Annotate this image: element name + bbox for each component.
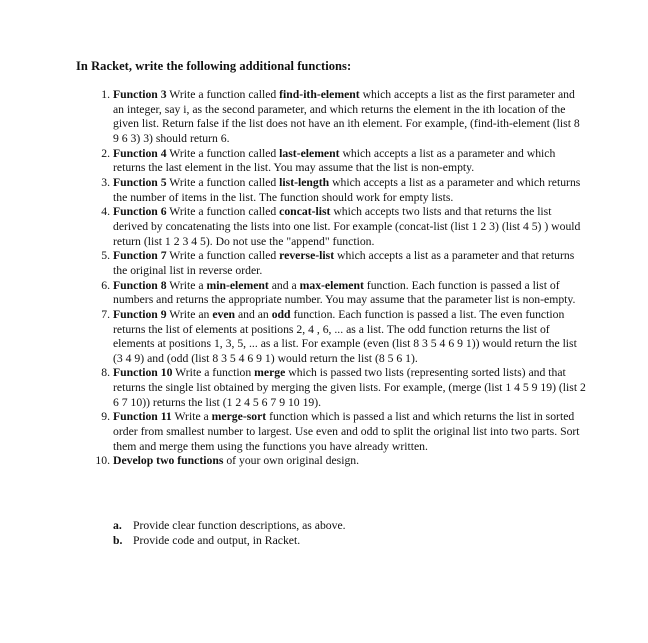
function-name: max-element: [299, 278, 364, 292]
item-text: Write a function: [172, 366, 255, 380]
item-text: and a: [268, 278, 300, 292]
item-title: Function 8: [113, 278, 167, 292]
item-text: Write a: [171, 410, 212, 424]
sub-item-mark: a.: [113, 519, 122, 532]
list-item-develop-functions: [76, 454, 586, 469]
item-title: Function 9: [113, 307, 167, 321]
item-text: which accepts two lists and that returns the list derived by concatenating the lists into one list. For example (concat-list (list 1 2 3) (list 4 5) ) would return (list 1 2 3 4 5). Do not use the "append" function.: [113, 205, 581, 248]
item-text: Write a: [166, 278, 207, 292]
item-text: which accepts a list as a parameter and which returns the number of items in the list. The function should work for empty lists.: [113, 175, 581, 204]
item-text: function which is passed a list and which returns the list in sorted order from smallest number to largest. Use even and odd to split the original list into two parts. Sort them and merge them using the functions you have already written.: [113, 410, 580, 453]
item-number: 7.: [101, 307, 110, 321]
item-number: 8.: [101, 366, 110, 380]
function-name: merge-sort: [211, 410, 267, 424]
sub-item-descriptions: [113, 518, 346, 533]
item-number: 9.: [101, 410, 110, 424]
item-title: Function 6: [113, 205, 167, 219]
function-name: min-element: [206, 278, 269, 292]
page-heading: In Racket, write the following additional functions:: [76, 59, 352, 73]
sub-item-text: Provide code and output, in Racket.: [133, 534, 301, 548]
sub-item-text: Provide clear function descriptions, as above.: [133, 519, 346, 532]
item-text: which is passed two lists (representing sorted lists) and that returns the single list obtained by merging the given lists. For example, (merge (list 1 4 5 9 19) (list 2 6 7 10)) returns the list (1 2 4 5 6 7 9 10 19).: [113, 366, 586, 409]
item-text: function. Each function is passed a list. The even function returns the list of elements at positions 2, 4 , 6, ... as a list. The odd function returns the list of elements at positions 1, 3, 5, ... as a list. For example (even (list 8 3 5 4 6 9 1)) would return the list (3 4 9) and (odd (list 8 3 5 4 6 9 1) would return the list (8 5 6 1).: [113, 307, 577, 365]
list-item-function-5: [76, 176, 586, 205]
function-name: merge: [254, 366, 286, 380]
item-text: which accepts a list as a parameter and which returns the last element in the list. You may assume that the list is non-empty.: [113, 146, 556, 175]
item-text: and an: [235, 307, 272, 321]
item-title: Function 5: [113, 175, 167, 189]
sub-list: [113, 518, 346, 548]
function-name: find-ith-element: [279, 88, 360, 101]
function-name: last-element: [279, 146, 340, 160]
item-text: of your own original design.: [223, 454, 360, 468]
list-item-function-9: [76, 308, 586, 367]
item-number: 10.: [95, 454, 110, 468]
list-item-function-6: [76, 205, 586, 249]
item-number: 3.: [101, 175, 110, 189]
item-text: Write a function called: [166, 249, 280, 263]
item-title: Function 3: [113, 88, 167, 101]
item-text: Write a function called: [166, 146, 280, 160]
item-number: 4.: [101, 205, 110, 219]
list-item-function-3: [76, 88, 586, 147]
item-title: Function 11: [113, 410, 172, 424]
function-name: list-length: [279, 175, 330, 189]
sub-item-code-output: [113, 533, 346, 548]
function-name: odd: [271, 307, 291, 321]
item-text: which accepts a list as the first parameter and an integer, say i, as the second parameter, and which returns the element in the ith location of the given list. Return false if the list does not have an ith element. For example, (find-ith-element (list 8 9 6 3) 3) should return 6.: [113, 88, 580, 145]
item-title: Function 7: [113, 249, 167, 263]
item-number: 6.: [101, 278, 110, 292]
function-name: reverse-list: [279, 249, 335, 263]
list-item-function-7: [76, 249, 586, 278]
item-number: 1.: [101, 88, 110, 101]
item-number: 2.: [101, 146, 110, 160]
item-number: 5.: [101, 249, 110, 263]
item-title: Function 4: [113, 146, 167, 160]
item-text: Write a function called: [166, 175, 280, 189]
function-list: [76, 88, 586, 469]
item-title: Function 10: [113, 366, 173, 380]
item-title: Develop two functions: [113, 454, 224, 468]
function-name: concat-list: [279, 205, 331, 219]
list-item-function-11: [76, 410, 586, 454]
item-text: Write an: [166, 307, 213, 321]
item-text: function. Each function is passed a list of numbers and returns the appropriate number. You may assume that the parameter list is non-empty.: [113, 278, 576, 307]
item-text: Write a function called: [166, 88, 280, 101]
item-text: which accepts a list as a parameter and that returns the original list in reverse order.: [113, 249, 575, 277]
item-text: Write a function called: [166, 205, 280, 219]
list-item-function-8: [76, 279, 586, 308]
function-name: even: [212, 307, 236, 321]
list-item-function-10: [76, 366, 586, 410]
sub-item-mark: b.: [113, 534, 123, 548]
list-item-function-4: [76, 147, 586, 176]
